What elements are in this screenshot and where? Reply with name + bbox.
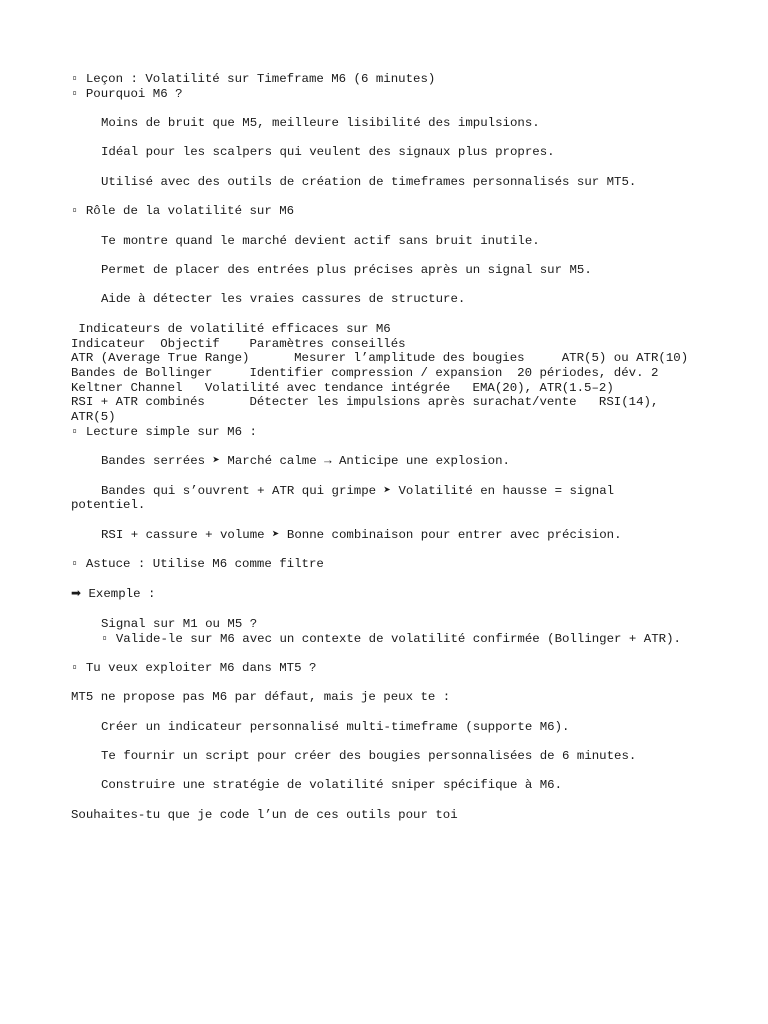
mt5-point-1: Créer un indicateur personnalisé multi-timeframe (supporte M6). (101, 719, 570, 734)
table-heading: Indicateurs de volatilité efficaces sur M6 (71, 321, 391, 336)
reading-point-3: RSI + cassure + volume ➤ Bonne combinaison pour entrer avec précision. (101, 527, 622, 542)
role-point-1: Te montre quand le marché devient actif sans bruit inutile. (101, 233, 540, 248)
closing-question: Souhaites-tu que je code l’un de ces outils pour toi (71, 807, 458, 822)
table-row-atr: ATR (Average True Range) Mesurer l’amplitude des bougies ATR(5) ou ATR(10) (71, 351, 689, 366)
example-label: Exemple : (81, 587, 156, 602)
why-heading: ▫ Pourquoi M6 ? (71, 86, 183, 101)
role-point-2: Permet de placer des entrées plus précises après un signal sur M5. (101, 263, 592, 278)
role-heading: ▫ Rôle de la volatilité sur M6 (71, 204, 295, 219)
tip-heading: ▫ Astuce : Utilise M6 comme filtre (71, 557, 324, 572)
example-line (71, 586, 731, 602)
why-point-3: Utilisé avec des outils de création de timeframes personnalisés sur MT5. (101, 174, 637, 189)
reading-point-2-text: Bandes qui s’ouvrent + ATR qui grimpe ➤ Volatilité en hausse = signal potentiel. (71, 483, 615, 513)
why-point-2: Idéal pour les scalpers qui veulent des signaux plus propres. (101, 145, 555, 160)
right-arrow-icon: ➡ (71, 586, 82, 601)
mt5-heading: ▫ Tu veux exploiter M6 dans MT5 ? (71, 660, 317, 675)
reading-point-2 (71, 484, 731, 513)
mt5-intro: MT5 ne propose pas M6 par défaut, mais je peux te : (71, 690, 451, 705)
document-page (71, 72, 731, 823)
example-question: Signal sur M1 ou M5 ? (101, 616, 258, 631)
why-point-1: Moins de bruit que M5, meilleure lisibilité des impulsions. (101, 116, 540, 131)
table-header-row: Indicateur Objectif Paramètres conseillés (71, 336, 406, 351)
example-answer: ▫ Valide-le sur M6 avec un contexte de volatilité confirmée (Bollinger + ATR). (101, 631, 681, 646)
mt5-point-3: Construire une stratégie de volatilité sniper spécifique à M6. (101, 778, 563, 793)
reading-point-1: Bandes serrées ➤ Marché calme → Anticipe une explosion. (101, 454, 510, 469)
table-row-bollinger: Bandes de Bollinger Identifier compression / expansion 20 périodes, dév. 2 (71, 365, 659, 380)
role-point-3: Aide à détecter les vraies cassures de structure. (101, 292, 466, 307)
reading-heading: ▫ Lecture simple sur M6 : (71, 424, 257, 439)
lesson-title: ▫ Leçon : Volatilité sur Timeframe M6 (6 minutes) (71, 72, 436, 86)
table-row-keltner: Keltner Channel Volatilité avec tendance intégrée EMA(20), ATR(1.5–2) (71, 380, 614, 395)
mt5-point-2: Te fournir un script pour créer des bougies personnalisées de 6 minutes. (101, 749, 637, 764)
table-row-rsi-atr: RSI + ATR combinés Détecter les impulsions après surachat/vente RSI(14), ATR(5) (71, 395, 659, 425)
